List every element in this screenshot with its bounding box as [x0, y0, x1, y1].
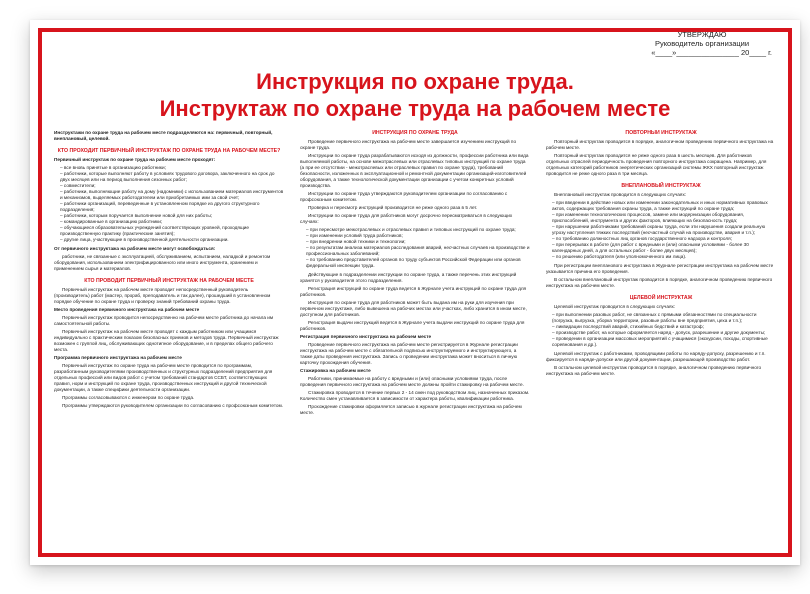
- list-item: – по решению работодателя (или уполномоченного им лица).: [552, 254, 776, 260]
- list-item: – проведении в организации массовых мероприятий с учащимися (экскурсии, походы, спортивные соревнования и др.).: [552, 336, 776, 348]
- paragraph: Целевой инструктаж с работниками, проводящими работы по наряду-допуску, разрешению и т.п. фиксируется в наряде-допуске или другой документации, разрешающей производство работ.: [546, 351, 766, 362]
- paragraph: Инструкция по охране труда для работников может быть выдана им на руки для изучения при первичном инструктаже, либо вывешена на рабочих местах или участках, либо хранится в ином месте, доступном для работников.: [300, 300, 527, 317]
- subheading: От первичного инструктажа на рабочем месте могут освобождаться:: [54, 246, 216, 251]
- subheading: Стажировка на рабочем месте: [300, 368, 371, 373]
- column-1: [54, 130, 284, 547]
- paragraph: Повторный инструктаж проводится в порядке, аналогичном проведению первичного инструктажа на рабочем месте.: [546, 139, 774, 150]
- paragraph: Инструкции по охране труда разрабатываются исходя из должности, профессии работника или вида выполняемой работы, на основе межотраслевых или отраслевых типовых инструкций по охране труда (а при ее отсутствии - межотраслевых или отраслевых правил по охране труда), требований безопасности, изложенных в эксплуатационной и ремонтной документации организаций-изготовителей оборудования, а также технологической документации организации с учетом конкретных условий производства.: [300, 153, 529, 188]
- subheading: Первичный инструктаж по охране труда на рабочем месте проходят:: [54, 157, 216, 162]
- paragraph: Проведение первичного инструктажа на рабочем месте завершается изучением инструкций по охране труда.: [300, 139, 517, 150]
- paragraph: Целевой инструктаж проводится в следующих случаях:: [554, 304, 676, 309]
- subheading: Программа первичного инструктажа на рабочем месте: [54, 355, 182, 360]
- intro-text: Инструктажи по охране труда на рабочем месте подразделяются на: первичный, повторный, внеплановый, целевой.: [54, 130, 273, 141]
- paragraph: Программы согласовываются с инженером по охране труда.: [62, 395, 195, 400]
- paragraph: Первичный инструктаж на рабочем месте проводят с каждым работником или учащимся индивидуально с практическим показом безопасных приемов и методов труда. Первичный инструктаж возможен с группой лиц, обслуживающих однотипное оборудование, и в пределах общего рабочего места.: [54, 329, 279, 352]
- paragraph: Первичный инструктаж по охране труда на рабочем месте проводится по программам, разработанным руководителями производственных и структурных подразделений предприятия для отдельных профессий или видов работ с учетом требований стандартов ССБТ, соответствующих правил, норм и инструкций по охране труда, производственных инструкций и другой технической документации, а также специфики деятельности организации.: [54, 363, 273, 392]
- section-heading: КТО ПРОХОДИТ ПЕРВИЧНЫЙ ИНСТРУКТАЖ ПО ОХРАНЕ ТРУДА НА РАБОЧЕМ МЕСТЕ?: [57, 148, 281, 154]
- list-item: – обучающиеся образовательных учреждений соответствующих уровней, проходящие производственную практику (практические занятия);: [60, 225, 284, 237]
- list-item: – работники организаций, переведенные в установленном порядке из другого структурного подразделения;: [60, 201, 284, 213]
- list-item: – при введении в действие новых или изменении законодательных и иных нормативных правовых актов, содержащих требования охраны труда, а также инструкций по охране труда;: [552, 200, 776, 212]
- list-item: – ликвидации последствий аварий, стихийных бедствий и катастроф;: [552, 324, 776, 330]
- subheading: Место проведения первичного инструктажа на рабочем месте: [54, 307, 200, 312]
- paragraph: Стажировка проводится в течение первых 2 - 14 смен под руководством лиц, назначенных приказом. Количество смен устанавливается в зависимости от характера работы, квалификации работника.: [300, 390, 530, 401]
- content-columns: [54, 130, 776, 547]
- list-item: – все вновь принятые в организацию работники;: [60, 165, 284, 171]
- list-item: – производстве работ, на которые оформляется наряд - допуск, разрешение и другие документы;: [552, 330, 776, 336]
- paragraph: В остальном целевой инструктаж проводится в порядке, аналогичном проведению первичного инструктажа на рабочем месте.: [546, 365, 762, 376]
- paragraph: Инструкции по охране труда для работников могут досрочно пересматриваться в следующих случаях:: [300, 213, 513, 224]
- list-item: – по результатам анализа материалов расследования аварий, несчастных случаев на производстве и профессиональных заболеваний;: [306, 245, 530, 257]
- list-item: – по требованию должностных лиц органов государственного надзора и контроля;: [552, 236, 776, 242]
- list-item: – другие лица, участвующие в производственной деятельности организации.: [60, 237, 284, 243]
- bullet-list: [54, 165, 284, 243]
- list-item: – при выполнении разовых работ, не связанных с прямыми обязанностями по специальности (погрузка, выгрузка, уборка территории, разовые работы вне предприятия, цеха и т.п.);: [552, 312, 776, 324]
- subheading: Регистрация первичного инструктажа на рабочем месте: [300, 334, 432, 339]
- poster-title: [30, 68, 800, 122]
- list-item: – при изменении условий труда работников;: [306, 233, 530, 239]
- paragraph: Проведение первичного инструктажа на рабочем месте регистрируется в Журнале регистрации инструктажа на рабочем месте с обязательной подписью инструктируемого и инструктирующего, а также даты проведения инструктажа. Запись о проведении инструктажа может вноситься в личную карточку прохождения обучения.: [300, 342, 518, 365]
- list-item: – при внедрении новой техники и технологии;: [306, 239, 530, 245]
- paragraph: Прохождение стажировки оформляется записью в журнале регистрации инструктажа на рабочем месте.: [300, 404, 522, 415]
- title-line-1: Инструкция по охране труда.: [256, 69, 574, 94]
- paragraph: Программы утверждаются руководителем организации по согласованию с профсоюзным комитетом.: [62, 403, 284, 408]
- list-item: – совместители;: [60, 183, 284, 189]
- section-heading: ВНЕПЛАНОВЫЙ ИНСТРУКТАЖ: [621, 183, 701, 189]
- paragraph: При регистрации внепланового инструктажа в Журнале регистрации инструктажа на рабочем месте указывается причина его проведения.: [546, 263, 774, 274]
- poster: [30, 20, 800, 565]
- bullet-list: [546, 312, 776, 348]
- paragraph: Первичный инструктаж на рабочем месте проводит непосредственный руководитель (производитель) работ (мастер, прораб, преподаватель и так далее), прошедший в установленном порядке обучение по охране труда и проверку знаний требований охраны труда.: [54, 287, 271, 304]
- section-heading: ИНСТРУКЦИЯ ПО ОХРАНЕ ТРУДА: [372, 130, 458, 136]
- paragraph: Первичный инструктаж проводится непосредственно на рабочем месте работника до начала им самостоятельной работы.: [54, 315, 274, 326]
- approve-date: «____»_______________ 20____ г.: [651, 48, 772, 57]
- paragraph: Проверка и пересмотр инструкций производится не реже одного раза в 5 лет.: [308, 205, 478, 210]
- list-item: – при пересмотре межотраслевых и отраслевых правил и типовых инструкций по охране труда;: [306, 227, 530, 233]
- column-2: [300, 130, 530, 547]
- paragraph: Внеплановый инструктаж проводится в следующих случаях:: [554, 192, 687, 197]
- paragraph: Работники, принимаемые на работу с вредными и (или) опасными условиями труда, после проведения первичного инструктажа на рабочем месте должны пройти стажировку на рабочем месте.: [300, 376, 524, 387]
- approval-block: [632, 30, 772, 57]
- bullet-list: [300, 227, 530, 269]
- list-item: – работники, которые выполняют работу в условиях трудового договора, заключенного на срок до двух месяцев или на период выполнения сезонных работ;: [60, 171, 284, 183]
- paragraph: В остальном внеплановый инструктаж проводится в порядке, аналогичном проведению первичного инструктажа на рабочем месте.: [546, 277, 773, 288]
- list-item: – работники, которым поручается выполнение новой для них работы;: [60, 213, 284, 219]
- bullet-list: [546, 200, 776, 260]
- paragraph: Повторный инструктаж проводится не реже одного раза в шесть месяцев. Для работников отдельных отраслей периодичность проведения повторного инструктажа сокращена. Например, для отдельных категорий работников энергетических организаций системы ЖКХ повторный инструктаж проводится не реже одного раза в три месяца.: [546, 153, 767, 176]
- list-item: – при нарушении работниками требований охраны труда, если эти нарушения создали реальную угрозу наступления тяжких последствий (несчастный случай на производстве, авария и т.п.);: [552, 224, 776, 236]
- paragraph: Регистрация выдачи инструкций ведется в Журнале учета выдачи инструкций по охране труда для работников.: [300, 320, 525, 331]
- paragraph: Действующие в подразделении инструкции по охране труда, а также перечень этих инструкций хранятся у руководителя этого подразделения.: [300, 272, 517, 283]
- list-item: – работники, выполняющие работу на дому (надомники) с использованием материалов инструментов и механизмов, выделяемых работодателем или приобретаемых ими за свой счет;: [60, 189, 284, 201]
- list-item: – по требованию представителей органов по труду субъектов Российской Федерации или органов федеральной инспекции труда.: [306, 257, 530, 269]
- approve-label: УТВЕРЖДАЮ: [677, 30, 727, 39]
- list-item: – при изменении технологических процессов, замене или модернизации оборудования, приспособлений, инструмента и других факторов, влияющих на безопасность труда;: [552, 212, 776, 224]
- list-item: – при перерывах в работе (для работ с вредными и (или) опасными условиями - более 30 календарных дней, а для остальных работ - более двух месяцев);: [552, 242, 776, 254]
- paragraph: Регистрация инструкций по охране труда ведется в Журнале учета инструкций по охране труда для работников.: [300, 286, 527, 297]
- section-heading: ПОВТОРНЫЙ ИНСТРУКТАЖ: [625, 130, 697, 136]
- column-3: [546, 130, 776, 547]
- list-item: – командированные в организацию работники;: [60, 219, 284, 225]
- section-heading: КТО ПРОВОДИТ ПЕРВИЧНЫЙ ИНСТРУКТАЖ НА РАБОЧЕМ МЕСТЕ: [84, 278, 254, 284]
- paragraph: Инструкции по охране труда утверждаются руководителем организации по согласованию с профсоюзным комитетом.: [300, 191, 508, 202]
- section-heading: ЦЕЛЕВОЙ ИНСТРУКТАЖ: [629, 295, 693, 301]
- paragraph: работники, не связанные с эксплуатацией, обслуживанием, испытанием, наладкой и ремонтом оборудования, использованием электрифицированного или иного инструмента, хранением и применением сырья и материалов.: [54, 254, 271, 271]
- title-line-2: Инструктаж по охране труда на рабочем месте: [159, 96, 671, 121]
- approve-position: Руководитель организации: [654, 39, 750, 48]
